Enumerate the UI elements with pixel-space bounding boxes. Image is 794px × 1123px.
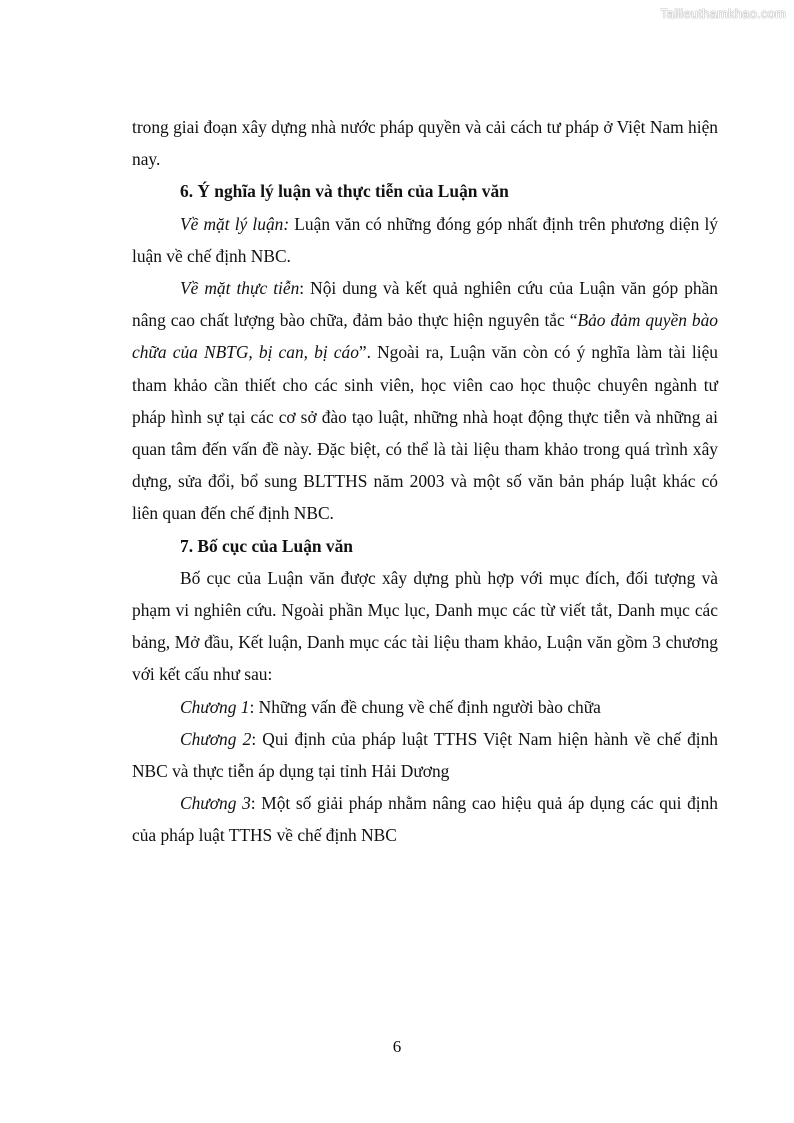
- document-page: [132, 111, 718, 852]
- theoretical-label: Về mặt lý luận:: [180, 213, 290, 234]
- watermark: Tailieuthamkhao.com: [660, 6, 786, 21]
- chapter-2-text: : Qui định của pháp luật TTHS Việt Nam hiện hành về chế định NBC và thực tiễn áp dụng tại tỉnh Hải Dương: [132, 728, 718, 782]
- principle-quote: Bảo đảm quyền bào chữa của NBTG, bị can, bị cáo: [132, 310, 719, 363]
- chapter-3-label: Chương 3: [180, 793, 251, 814]
- paragraph-theoretical: [132, 208, 718, 272]
- chapter-1-text: : Những vấn đề chung về chế định người bào chữa: [249, 696, 601, 717]
- page-number: 6: [392, 1037, 402, 1056]
- practical-label: Về mặt thực tiễn: [180, 278, 300, 299]
- practical-text-a: : Nội dung và kết quả nghiên cứu của Luận văn góp phần nâng cao chất lượng bào chữa, đảm bảo thực hiện nguyên tắc “: [132, 278, 718, 331]
- section-heading-6: 6. Ý nghĩa lý luận và thực tiễn của Luận văn: [180, 181, 509, 202]
- theoretical-text: Luận văn có những đóng góp nhất định trên phương diện lý luận về chế định NBC.: [132, 213, 718, 266]
- chapter-2-label: Chương 2: [180, 728, 252, 749]
- chapter-2: [132, 723, 718, 787]
- chapter-1-label: Chương 1: [180, 696, 250, 717]
- chapter-1: [132, 691, 718, 723]
- section-heading-7: 7. Bố cục của Luận văn: [180, 535, 353, 556]
- chapter-3: [132, 787, 718, 851]
- paragraph-structure: Bố cục của Luận văn được xây dựng phù hợp với mục đích, đối tượng và phạm vi nghiên cứu. Ngoài phần Mục lục, Danh mục các từ viết tắt, Danh mục các bảng, Mở đầu, Kết luận, Danh mục các tài liệu tham khảo, Luận văn gồm 3 chương với kết cấu như sau:: [132, 567, 718, 685]
- practical-text-b: ”. Ngoài ra, Luận văn còn có ý nghĩa làm tài liệu tham khảo cần thiết cho các sinh viên, học viên cao học thuộc chuyên ngành tư pháp hình sự tại các cơ sở đào tạo luật, những nhà hoạt động thực tiễn và những ai quan tâm đến vấn đề này. Đặc biệt, có thể là tài liệu tham khảo trong quá trình xây dựng, sửa đổi, bổ sung BLTTHS năm 2003 và một số văn bản pháp luật khác có liên quan đến chế định NBC.: [132, 342, 718, 524]
- paragraph-practical: [132, 272, 718, 530]
- paragraph-continuation: trong giai đoạn xây dựng nhà nước pháp quyền và cải cách tư pháp ở Việt Nam hiện nay.: [132, 117, 718, 170]
- chapter-3-text: : Một số giải pháp nhằm nâng cao hiệu quả áp dụng các qui định của pháp luật TTHS về chế định NBC: [132, 793, 719, 846]
